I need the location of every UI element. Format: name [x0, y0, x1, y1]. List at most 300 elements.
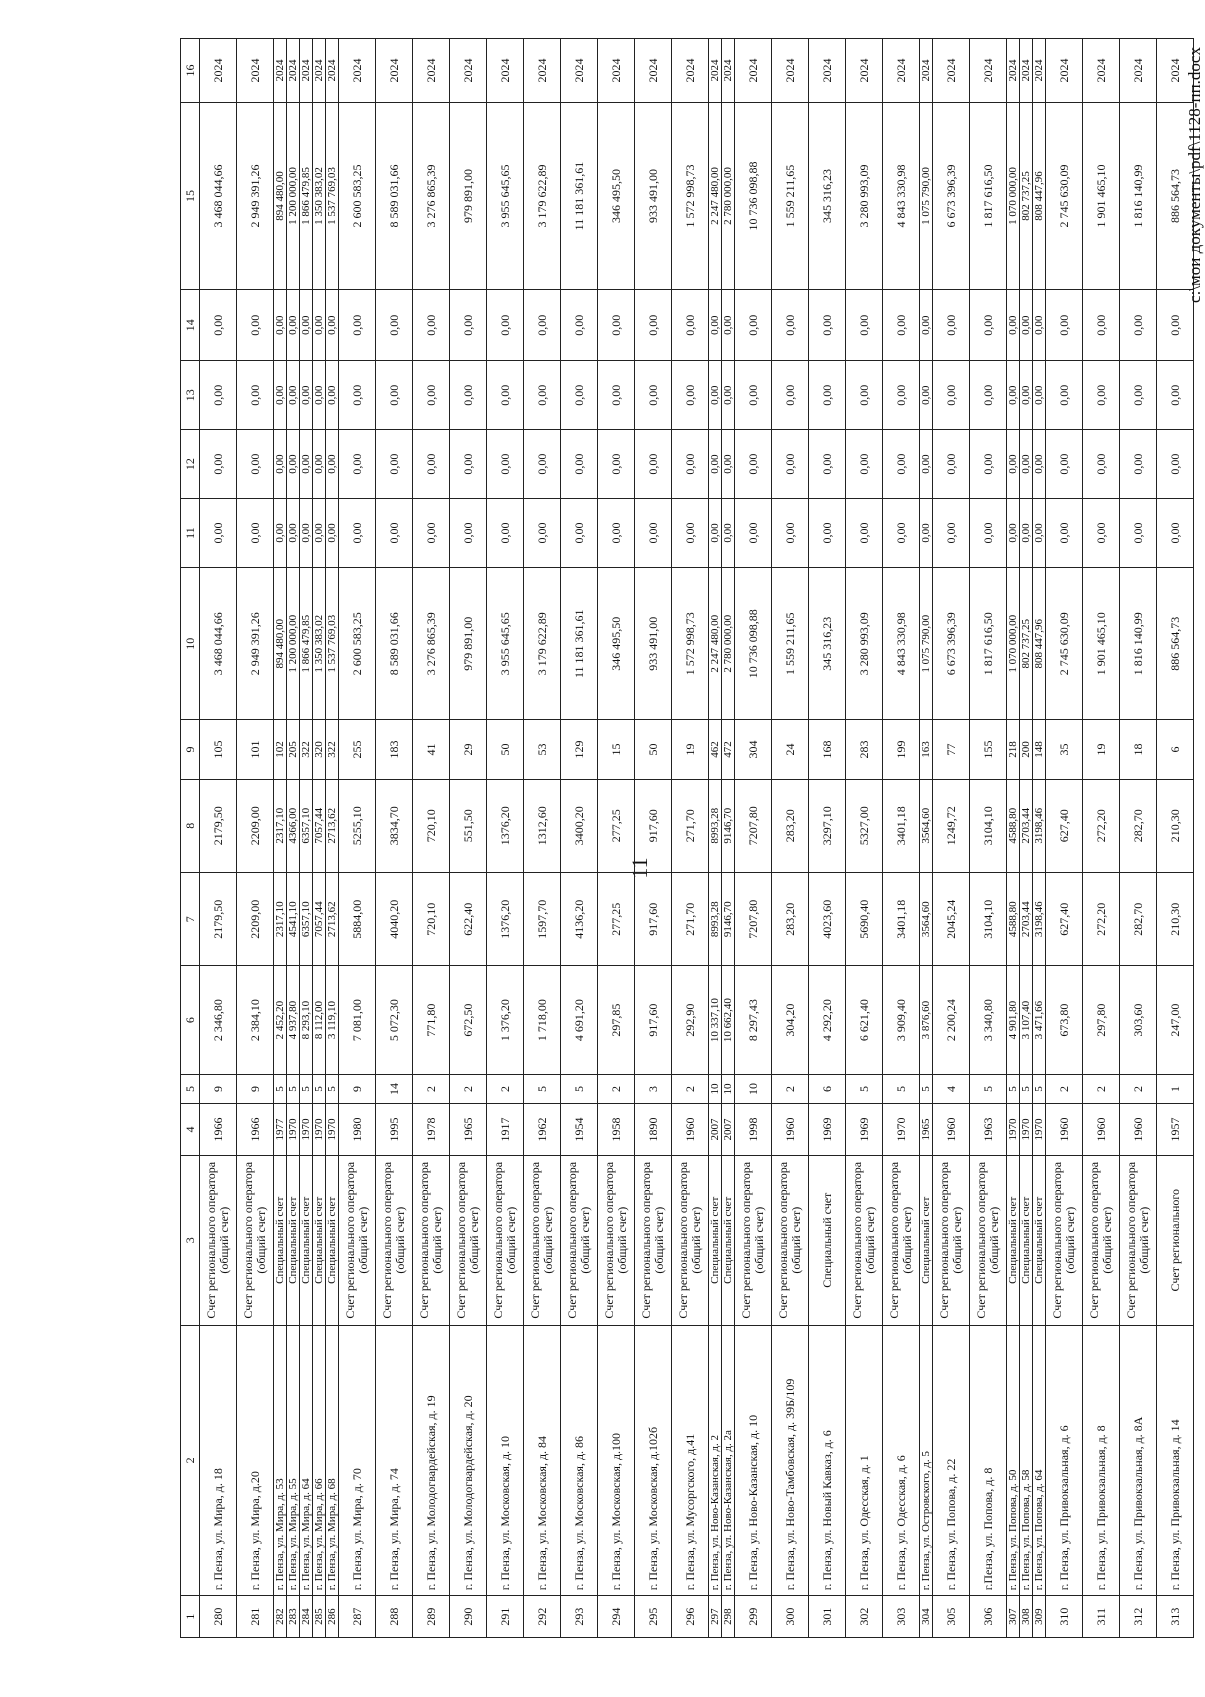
row-number-cell: 306: [970, 1596, 1007, 1638]
value-cell-col-15: 2 949 391,26: [237, 103, 274, 290]
account-type-cell: Счет регионального оператора (общий счет): [933, 1155, 970, 1325]
value-cell-col-15: 3 955 645,65: [487, 103, 524, 290]
value-cell-col-11: 0,00: [722, 499, 735, 568]
value-cell-col-8: 9146,70: [722, 779, 735, 872]
value-cell-col-7: 5690,40: [846, 872, 883, 965]
value-cell-col-9: 199: [883, 720, 920, 779]
value-cell-col-4: 1960: [1120, 1104, 1157, 1156]
value-cell-col-10: 10 736 098,88: [735, 567, 772, 720]
value-cell-col-15: 3 468 044,66: [200, 103, 237, 290]
value-cell-col-10: 1 070 000,00: [1007, 567, 1020, 720]
value-cell-col-14: 0,00: [883, 290, 920, 361]
row-number-cell: 313: [1157, 1596, 1194, 1638]
value-cell-col-11: 0,00: [1007, 499, 1020, 568]
value-cell-col-4: 1969: [809, 1104, 846, 1156]
address-cell: г. Пенза, ул. Московская, д.102б: [635, 1325, 672, 1596]
value-cell-col-5: 5: [524, 1074, 561, 1104]
value-cell-col-13: 0,00: [561, 361, 598, 430]
row-number-cell: 292: [524, 1596, 561, 1638]
value-cell-col-10: 886 564,73: [1157, 567, 1194, 720]
value-cell-col-16: 2024: [339, 39, 376, 103]
account-type-cell: Счет регионального оператора (общий счет): [635, 1155, 672, 1325]
value-cell-col-11: 0,00: [487, 499, 524, 568]
value-cell-col-7: 4040,20: [376, 872, 413, 965]
value-cell-col-9: 41: [413, 720, 450, 779]
value-cell-col-8: 627,40: [1046, 779, 1083, 872]
value-cell-col-15: 802 737,25: [1020, 103, 1033, 290]
value-cell-col-11: 0,00: [883, 499, 920, 568]
value-cell-col-4: 1970: [313, 1104, 326, 1156]
value-cell-col-15: 2 780 000,00: [722, 103, 735, 290]
value-cell-col-13: 0,00: [970, 361, 1007, 430]
address-cell: г. Пенза, ул. Попова, д. 50: [1007, 1325, 1020, 1596]
value-cell-col-10: 3 468 044,66: [200, 567, 237, 720]
table-row: [487, 39, 524, 1638]
value-cell-col-11: 0,00: [709, 499, 722, 568]
value-cell-col-14: 0,00: [635, 290, 672, 361]
row-number-cell: 304: [920, 1596, 933, 1638]
row-number-cell: 284: [300, 1596, 313, 1638]
table-row: [1007, 39, 1020, 1638]
value-cell-col-13: 0,00: [376, 361, 413, 430]
value-cell-col-7: 5884,00: [339, 872, 376, 965]
row-number-cell: 305: [933, 1596, 970, 1638]
value-cell-col-14: 0,00: [709, 290, 722, 361]
account-type-cell: Счет регионального оператора (общий счет): [450, 1155, 487, 1325]
column-number-13: 13: [181, 361, 200, 430]
value-cell-col-14: 0,00: [487, 290, 524, 361]
value-cell-col-16: 2024: [300, 39, 313, 103]
row-number-cell: 296: [672, 1596, 709, 1638]
value-cell-col-13: 0,00: [883, 361, 920, 430]
value-cell-col-11: 0,00: [237, 499, 274, 568]
value-cell-col-15: 2 247 480,00: [709, 103, 722, 290]
value-cell-col-12: 0,00: [200, 430, 237, 499]
value-cell-col-13: 0,00: [237, 361, 274, 430]
value-cell-col-11: 0,00: [772, 499, 809, 568]
value-cell-col-14: 0,00: [1033, 290, 1046, 361]
value-cell-col-15: 2 745 630,09: [1046, 103, 1083, 290]
value-cell-col-5: 5: [1033, 1074, 1046, 1104]
value-cell-col-12: 0,00: [883, 430, 920, 499]
table-row: [635, 39, 672, 1638]
row-number-cell: 297: [709, 1596, 722, 1638]
row-number-cell: 311: [1083, 1596, 1120, 1638]
row-number-cell: 307: [1007, 1596, 1020, 1638]
row-number-cell: 282: [274, 1596, 287, 1638]
value-cell-col-15: 1 537 769,03: [326, 103, 339, 290]
value-cell-col-14: 0,00: [524, 290, 561, 361]
address-cell: г. Пенза, ул. Мира, д.20: [237, 1325, 274, 1596]
value-cell-col-10: 1 075 790,00: [920, 567, 933, 720]
value-cell-col-15: 1 816 140,99: [1120, 103, 1157, 290]
value-cell-col-8: 720,10: [413, 779, 450, 872]
value-cell-col-16: 2024: [846, 39, 883, 103]
page-number: 11: [627, 857, 652, 879]
value-cell-col-14: 0,00: [376, 290, 413, 361]
value-cell-col-11: 0,00: [313, 499, 326, 568]
value-cell-col-4: 1977: [274, 1104, 287, 1156]
value-cell-col-16: 2024: [1120, 39, 1157, 103]
row-number-cell: 291: [487, 1596, 524, 1638]
value-cell-col-9: 320: [313, 720, 326, 779]
value-cell-col-4: 1980: [339, 1104, 376, 1156]
column-number-16: 16: [181, 39, 200, 103]
value-cell-col-6: 3 119,10: [326, 966, 339, 1074]
value-cell-col-11: 0,00: [1033, 499, 1046, 568]
value-cell-col-5: 6: [809, 1074, 846, 1104]
value-cell-col-5: 2: [413, 1074, 450, 1104]
address-cell: г. Пенза, ул. Мира, д. 18: [200, 1325, 237, 1596]
value-cell-col-14: 0,00: [933, 290, 970, 361]
value-cell-col-13: 0,00: [809, 361, 846, 430]
value-cell-col-14: 0,00: [339, 290, 376, 361]
value-cell-col-13: 0,00: [287, 361, 300, 430]
value-cell-col-5: 9: [237, 1074, 274, 1104]
value-cell-col-16: 2024: [920, 39, 933, 103]
column-number-3: 3: [181, 1155, 200, 1325]
value-cell-col-13: 0,00: [274, 361, 287, 430]
value-cell-col-9: 18: [1120, 720, 1157, 779]
value-cell-col-15: 346 495,50: [598, 103, 635, 290]
value-cell-col-16: 2024: [1157, 39, 1194, 103]
value-cell-col-6: 3 107,40: [1020, 966, 1033, 1074]
value-cell-col-7: 7057,44: [313, 872, 326, 965]
value-cell-col-15: 3 280 993,09: [846, 103, 883, 290]
account-type-cell: Счет регионального оператора (общий счет): [970, 1155, 1007, 1325]
row-number-cell: 312: [1120, 1596, 1157, 1638]
value-cell-col-8: 4366,00: [287, 779, 300, 872]
account-type-cell: Счет регионального оператора (общий счет): [598, 1155, 635, 1325]
value-cell-col-9: 200: [1020, 720, 1033, 779]
value-cell-col-10: 1 901 465,10: [1083, 567, 1120, 720]
account-type-cell: Специальный счет: [1020, 1155, 1033, 1325]
value-cell-col-9: 129: [561, 720, 598, 779]
value-cell-col-10: 802 737,25: [1020, 567, 1033, 720]
value-cell-col-6: 3 340,80: [970, 966, 1007, 1074]
value-cell-col-16: 2024: [200, 39, 237, 103]
address-cell: г. Пенза, ул. Ново-Казанская, д. 2: [709, 1325, 722, 1596]
value-cell-col-16: 2024: [450, 39, 487, 103]
account-type-cell: Счет регионального оператора (общий счет): [487, 1155, 524, 1325]
column-number-11: 11: [181, 499, 200, 568]
account-type-cell: Счет регионального оператора (общий счет): [561, 1155, 598, 1325]
value-cell-col-16: 2024: [524, 39, 561, 103]
value-cell-col-4: 1966: [200, 1104, 237, 1156]
row-number-cell: 287: [339, 1596, 376, 1638]
value-cell-col-12: 0,00: [313, 430, 326, 499]
row-number-cell: 294: [598, 1596, 635, 1638]
value-cell-col-16: 2024: [313, 39, 326, 103]
value-cell-col-6: 3 909,40: [883, 966, 920, 1074]
account-type-cell: Счет регионального оператора (общий счет): [846, 1155, 883, 1325]
value-cell-col-13: 0,00: [326, 361, 339, 430]
value-cell-col-15: 1 350 383,02: [313, 103, 326, 290]
table-row: [450, 39, 487, 1638]
value-cell-col-13: 0,00: [920, 361, 933, 430]
value-cell-col-7: 2209,00: [237, 872, 274, 965]
value-cell-col-10: 894 480,00: [274, 567, 287, 720]
value-cell-col-7: 2045,24: [933, 872, 970, 965]
table-row: [735, 39, 772, 1638]
value-cell-col-10: 1 572 998,73: [672, 567, 709, 720]
value-cell-col-8: 271,70: [672, 779, 709, 872]
value-cell-col-14: 0,00: [920, 290, 933, 361]
value-cell-col-5: 5: [300, 1074, 313, 1104]
row-number-cell: 309: [1033, 1596, 1046, 1638]
row-number-cell: 286: [326, 1596, 339, 1638]
value-cell-col-11: 0,00: [635, 499, 672, 568]
value-cell-col-9: 304: [735, 720, 772, 779]
column-number-4: 4: [181, 1104, 200, 1156]
account-type-cell: Счет регионального оператора (общий счет): [1083, 1155, 1120, 1325]
value-cell-col-11: 0,00: [524, 499, 561, 568]
value-cell-col-8: 1249,72: [933, 779, 970, 872]
table-row: [561, 39, 598, 1638]
value-cell-col-7: 2179,50: [200, 872, 237, 965]
value-cell-col-8: 917,60: [635, 779, 672, 872]
value-cell-col-11: 0,00: [326, 499, 339, 568]
value-cell-col-12: 0,00: [326, 430, 339, 499]
value-cell-col-6: 4 937,80: [287, 966, 300, 1074]
value-cell-col-14: 0,00: [274, 290, 287, 361]
value-cell-col-4: 1970: [1020, 1104, 1033, 1156]
value-cell-col-5: 2: [772, 1074, 809, 1104]
value-cell-col-9: 472: [722, 720, 735, 779]
value-cell-col-8: 283,20: [772, 779, 809, 872]
value-cell-col-5: 5: [970, 1074, 1007, 1104]
value-cell-col-12: 0,00: [772, 430, 809, 499]
value-cell-col-11: 0,00: [920, 499, 933, 568]
value-cell-col-9: 19: [1083, 720, 1120, 779]
value-cell-col-12: 0,00: [846, 430, 883, 499]
value-cell-col-4: 1965: [450, 1104, 487, 1156]
value-cell-col-4: 1970: [883, 1104, 920, 1156]
account-type-cell: Специальный счет: [722, 1155, 735, 1325]
value-cell-col-5: 5: [274, 1074, 287, 1104]
value-cell-col-7: 7207,80: [735, 872, 772, 965]
account-type-cell: Специальный счет: [300, 1155, 313, 1325]
table-row: [709, 39, 722, 1638]
value-cell-col-15: 1 866 479,85: [300, 103, 313, 290]
value-cell-col-12: 0,00: [809, 430, 846, 499]
value-cell-col-14: 0,00: [413, 290, 450, 361]
value-cell-col-13: 0,00: [524, 361, 561, 430]
value-cell-col-7: 3104,10: [970, 872, 1007, 965]
value-cell-col-4: 1998: [735, 1104, 772, 1156]
address-cell: г. Пенза, ул. Островского, д. 5: [920, 1325, 933, 1596]
table-row: [287, 39, 300, 1638]
value-cell-col-7: 277,25: [598, 872, 635, 965]
column-number-7: 7: [181, 872, 200, 965]
value-cell-col-11: 0,00: [1046, 499, 1083, 568]
value-cell-col-12: 0,00: [339, 430, 376, 499]
value-cell-col-15: 11 181 361,61: [561, 103, 598, 290]
value-cell-col-6: 304,20: [772, 966, 809, 1074]
value-cell-col-4: 1970: [326, 1104, 339, 1156]
value-cell-col-7: 3564,60: [920, 872, 933, 965]
address-cell: г. Пенза, ул. Мира, д. 66: [313, 1325, 326, 1596]
value-cell-col-14: 0,00: [326, 290, 339, 361]
value-cell-col-8: 7057,44: [313, 779, 326, 872]
value-cell-col-4: 1995: [376, 1104, 413, 1156]
value-cell-col-4: 1960: [933, 1104, 970, 1156]
value-cell-col-12: 0,00: [920, 430, 933, 499]
value-cell-col-7: 8993,28: [709, 872, 722, 965]
address-cell: г. Пенза, ул. Ново-Казанская, д. 10: [735, 1325, 772, 1596]
value-cell-col-6: 247,00: [1157, 966, 1194, 1074]
column-number-9: 9: [181, 720, 200, 779]
value-cell-col-4: 1970: [287, 1104, 300, 1156]
value-cell-col-13: 0,00: [1157, 361, 1194, 430]
value-cell-col-11: 0,00: [672, 499, 709, 568]
value-cell-col-16: 2024: [598, 39, 635, 103]
value-cell-col-13: 0,00: [672, 361, 709, 430]
table-row: [672, 39, 709, 1638]
value-cell-col-15: 1 200 000,00: [287, 103, 300, 290]
value-cell-col-4: 2007: [709, 1104, 722, 1156]
value-cell-col-8: 1376,20: [487, 779, 524, 872]
value-cell-col-8: 2209,00: [237, 779, 274, 872]
address-cell: г. Пенза, ул. Ново-Тамбовская, д. 39Б/109: [772, 1325, 809, 1596]
value-cell-col-7: 720,10: [413, 872, 450, 965]
value-cell-col-8: 1312,60: [524, 779, 561, 872]
value-cell-col-5: 2: [1046, 1074, 1083, 1104]
value-cell-col-5: 4: [933, 1074, 970, 1104]
value-cell-col-8: 2713,62: [326, 779, 339, 872]
value-cell-col-5: 10: [709, 1074, 722, 1104]
value-cell-col-14: 0,00: [672, 290, 709, 361]
value-cell-col-11: 0,00: [450, 499, 487, 568]
value-cell-col-9: 15: [598, 720, 635, 779]
value-cell-col-6: 2 452,20: [274, 966, 287, 1074]
value-cell-col-16: 2024: [722, 39, 735, 103]
value-cell-col-16: 2024: [772, 39, 809, 103]
value-cell-col-6: 771,80: [413, 966, 450, 1074]
value-cell-col-10: 1 816 140,99: [1120, 567, 1157, 720]
value-cell-col-7: 917,60: [635, 872, 672, 965]
value-cell-col-6: 303,60: [1120, 966, 1157, 1074]
value-cell-col-11: 0,00: [1083, 499, 1120, 568]
address-cell: г. Пенза, ул. Ново-Казанская, д. 2а: [722, 1325, 735, 1596]
value-cell-col-12: 0,00: [1120, 430, 1157, 499]
table-row: [1033, 39, 1046, 1638]
value-cell-col-16: 2024: [287, 39, 300, 103]
address-cell: г. Пенза, ул. Московская, д.100: [598, 1325, 635, 1596]
address-cell: г. Пенза, ул. Мира, д. 55: [287, 1325, 300, 1596]
value-cell-col-6: 8 293,10: [300, 966, 313, 1074]
value-cell-col-14: 0,00: [561, 290, 598, 361]
account-type-cell: Специальный счет: [287, 1155, 300, 1325]
value-cell-col-13: 0,00: [933, 361, 970, 430]
value-cell-col-13: 0,00: [598, 361, 635, 430]
address-cell: г. Пенза, ул. Новый Кавказ, д. 6: [809, 1325, 846, 1596]
address-cell: г. Пенза, ул. Мусоргского, д.41: [672, 1325, 709, 1596]
value-cell-col-8: 6357,10: [300, 779, 313, 872]
value-cell-col-15: 979 891,00: [450, 103, 487, 290]
value-cell-col-15: 808 447,96: [1033, 103, 1046, 290]
value-cell-col-8: 3198,46: [1033, 779, 1046, 872]
value-cell-col-13: 0,00: [1120, 361, 1157, 430]
value-cell-col-12: 0,00: [722, 430, 735, 499]
value-cell-col-7: 283,20: [772, 872, 809, 965]
value-cell-col-10: 1 559 211,65: [772, 567, 809, 720]
value-cell-col-15: 4 843 330,98: [883, 103, 920, 290]
value-cell-col-14: 0,00: [287, 290, 300, 361]
table-row: [722, 39, 735, 1638]
table-row: [1083, 39, 1120, 1638]
value-cell-col-11: 0,00: [200, 499, 237, 568]
value-cell-col-11: 0,00: [1157, 499, 1194, 568]
address-cell: г. Пенза, ул. Привокзальная, д. 14: [1157, 1325, 1194, 1596]
value-cell-col-8: 3104,10: [970, 779, 1007, 872]
address-cell: г. Пенза, ул. Привокзальная, д. 8: [1083, 1325, 1120, 1596]
value-cell-col-11: 0,00: [970, 499, 1007, 568]
value-cell-col-9: 155: [970, 720, 1007, 779]
value-cell-col-5: 5: [1007, 1074, 1020, 1104]
value-cell-col-8: 5255,10: [339, 779, 376, 872]
value-cell-col-11: 0,00: [287, 499, 300, 568]
value-cell-col-9: 322: [326, 720, 339, 779]
row-number-cell: 290: [450, 1596, 487, 1638]
table-row: [772, 39, 809, 1638]
value-cell-col-4: 1890: [635, 1104, 672, 1156]
value-cell-col-9: 255: [339, 720, 376, 779]
value-cell-col-4: 1960: [672, 1104, 709, 1156]
value-cell-col-6: 8 297,43: [735, 966, 772, 1074]
value-cell-col-5: 2: [672, 1074, 709, 1104]
value-cell-col-7: 271,70: [672, 872, 709, 965]
address-cell: г. Пенза, ул. Одесская, д. 6: [883, 1325, 920, 1596]
value-cell-col-9: 283: [846, 720, 883, 779]
table-row: [883, 39, 920, 1638]
value-cell-col-10: 3 179 622,89: [524, 567, 561, 720]
value-cell-col-9: 218: [1007, 720, 1020, 779]
account-type-cell: Специальный счет: [809, 1155, 846, 1325]
value-cell-col-4: 1958: [598, 1104, 635, 1156]
value-cell-col-6: 673,80: [1046, 966, 1083, 1074]
value-cell-col-5: 3: [635, 1074, 672, 1104]
value-cell-col-8: 3400,20: [561, 779, 598, 872]
value-cell-col-12: 0,00: [933, 430, 970, 499]
value-cell-col-12: 0,00: [1020, 430, 1033, 499]
value-cell-col-16: 2024: [376, 39, 413, 103]
value-cell-col-14: 0,00: [450, 290, 487, 361]
value-cell-col-6: 3 876,60: [920, 966, 933, 1074]
value-cell-col-13: 0,00: [1046, 361, 1083, 430]
value-cell-col-6: 2 200,24: [933, 966, 970, 1074]
table-row: [274, 39, 287, 1638]
value-cell-col-14: 0,00: [1046, 290, 1083, 361]
value-cell-col-9: 50: [487, 720, 524, 779]
account-type-cell: Специальный счет: [313, 1155, 326, 1325]
value-cell-col-8: 5327,00: [846, 779, 883, 872]
account-type-cell: Специальный счет: [326, 1155, 339, 1325]
value-cell-col-15: 10 736 098,88: [735, 103, 772, 290]
account-type-cell: Специальный счет: [709, 1155, 722, 1325]
value-cell-col-5: 5: [1020, 1074, 1033, 1104]
table-row: [313, 39, 326, 1638]
value-cell-col-6: 5 072,30: [376, 966, 413, 1074]
value-cell-col-6: 2 384,10: [237, 966, 274, 1074]
row-number-cell: 303: [883, 1596, 920, 1638]
value-cell-col-6: 3 471,66: [1033, 966, 1046, 1074]
value-cell-col-10: 346 495,50: [598, 567, 635, 720]
value-cell-col-15: 2 600 583,25: [339, 103, 376, 290]
value-cell-col-14: 0,00: [1020, 290, 1033, 361]
value-cell-col-15: 933 491,00: [635, 103, 672, 290]
value-cell-col-13: 0,00: [1083, 361, 1120, 430]
